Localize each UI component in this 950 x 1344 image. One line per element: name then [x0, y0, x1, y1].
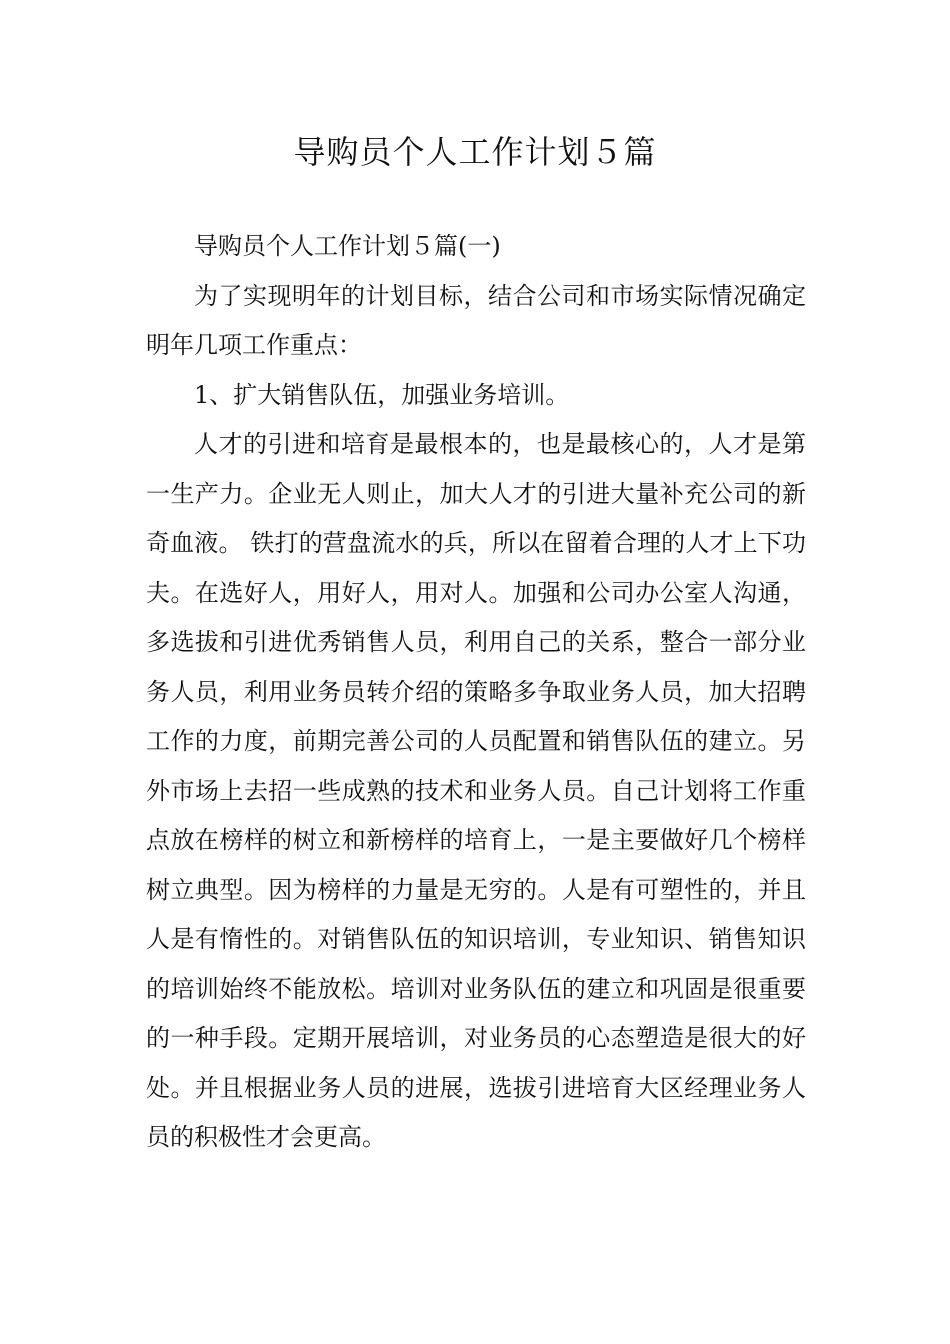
document-body: [146, 222, 806, 1163]
body-paragraph: 人才的引进和培育是最根本的，也是最核心的，人才是第一生产力。企业无人则止，加大人才的引进大量补充公司的新奇血液。 铁打的营盘流水的兵，所以在留着合理的人才上下功夫。在选好人，用好人，用对人。加强和公司办公室人沟通，多选拔和引进优秀销售人员，利用自己的关系，整合一部分业务人员，利用业务员转介绍的策略多争取业务人员，加大招聘工作的力度，前期完善公司的人员配置和销售队伍的建立。另外市场上去招一些成熟的技术和业务人员。自己计划将工作重点放在榜样的树立和新榜样的培育上，一是主要做好几个榜样树立典型。因为榜样的力量是无穷的。人是有可塑性的，并且人是有惰性的。对销售队伍的知识培训，专业知识、销售知识的培训始终不能放松。培训对业务队伍的建立和巩固是很重要的一种手段。定期开展培训，对业务员的心态塑造是很大的好处。并且根据业务人员的进展，选拔引进培育大区经理业务人员的积极性才会更高。: [146, 430, 806, 1151]
point-heading: 1、扩大销售队伍，加强业务培训。: [194, 380, 570, 409]
intro-paragraph: 为了实现明年的计划目标，结合公司和市场实际情况确定明年几项工作重点：: [146, 281, 806, 359]
section-heading: 导购员个人工作计划５篇(一): [194, 232, 501, 260]
document-title: 导购员个人工作计划５篇: [293, 133, 657, 171]
